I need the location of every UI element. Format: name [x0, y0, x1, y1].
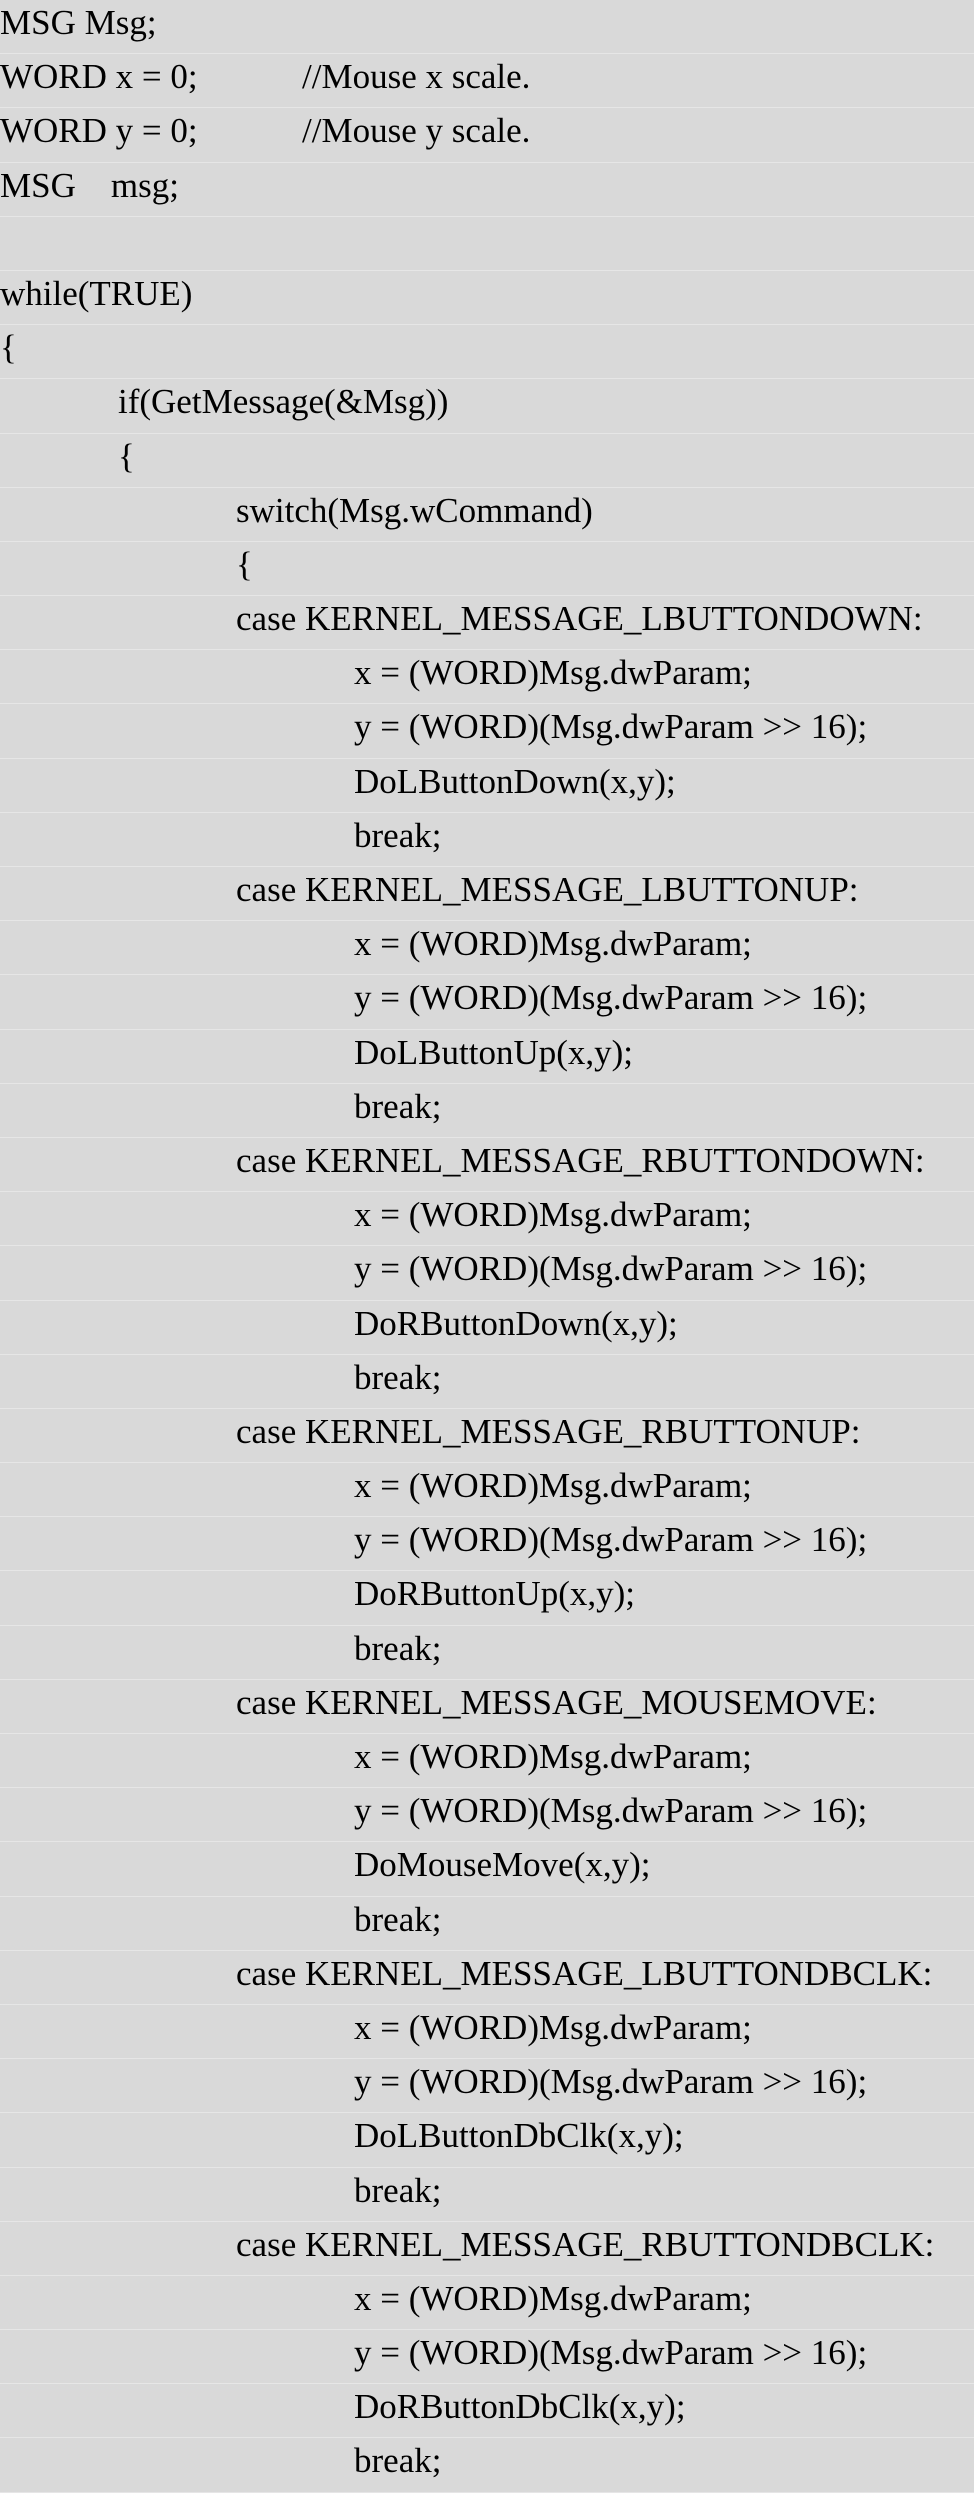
code-line	[0, 1138, 974, 1192]
code-text: while(TRUE)	[0, 273, 193, 313]
code-line	[0, 2168, 974, 2222]
code-text: y = (WORD)(Msg.dwParam >> 16);	[354, 2062, 868, 2102]
code-line	[0, 2113, 974, 2167]
code-text: x = (WORD)Msg.dwParam;	[354, 1737, 752, 1776]
code-text: DoMouseMove(x,y);	[354, 1845, 651, 1885]
code-line	[0, 271, 974, 325]
code-line	[0, 1734, 974, 1788]
code-line	[0, 1192, 974, 1246]
code-text: case KERNEL_MESSAGE_RBUTTONUP:	[236, 1411, 861, 1451]
code-text: break;	[354, 1086, 442, 1126]
code-text: y = (WORD)(Msg.dwParam >> 16);	[354, 1520, 868, 1560]
code-comment: //Mouse x scale.	[302, 57, 531, 97]
code-line	[0, 975, 974, 1029]
code-line	[0, 867, 974, 921]
code-line	[0, 1517, 974, 1571]
code-comment: //Mouse y scale.	[302, 111, 531, 151]
code-line	[0, 1897, 974, 1951]
code-line	[0, 2276, 974, 2330]
code-line	[0, 217, 974, 271]
code-line	[0, 921, 974, 975]
code-text: y = (WORD)(Msg.dwParam >> 16);	[354, 2333, 868, 2373]
code-text: case KERNEL_MESSAGE_MOUSEMOVE:	[236, 1682, 877, 1722]
code-text: MSG msg;	[0, 165, 179, 205]
code-text: x = (WORD)Msg.dwParam;	[354, 1466, 752, 1506]
code-line	[0, 1355, 974, 1409]
code-line	[0, 1788, 974, 1842]
code-text: break;	[354, 1899, 442, 1939]
code-line	[0, 2222, 974, 2276]
code-line	[0, 54, 974, 108]
code-text: case KERNEL_MESSAGE_LBUTTONDOWN:	[236, 599, 923, 639]
code-text: break;	[354, 2441, 442, 2481]
code-line	[0, 379, 974, 433]
code-text: x = (WORD)Msg.dwParam;	[354, 924, 752, 964]
code-line	[0, 2005, 974, 2059]
code-line	[0, 596, 974, 650]
code-line	[0, 2438, 974, 2492]
code-text: y = (WORD)(Msg.dwParam >> 16);	[354, 1249, 868, 1289]
code-text: WORD x = 0;	[0, 57, 198, 97]
code-text: x = (WORD)Msg.dwParam;	[354, 1195, 752, 1235]
code-line	[0, 1030, 974, 1084]
code-text: if(GetMessage(&Msg))	[118, 382, 449, 422]
code-line	[0, 704, 974, 758]
code-line	[0, 1626, 974, 1680]
code-line	[0, 1951, 974, 2005]
code-line	[0, 488, 974, 542]
code-line	[0, 163, 974, 217]
code-line	[0, 1842, 974, 1896]
code-text: {	[0, 328, 17, 368]
code-line	[0, 0, 974, 54]
code-line	[0, 325, 974, 379]
code-line	[0, 2059, 974, 2113]
code-text: y = (WORD)(Msg.dwParam >> 16);	[354, 1791, 868, 1831]
code-text: case KERNEL_MESSAGE_LBUTTONDBCLK:	[236, 1953, 933, 1993]
code-line	[0, 1463, 974, 1517]
code-line	[0, 1680, 974, 1734]
code-text: MSG Msg;	[0, 3, 157, 42]
code-text: DoRButtonDown(x,y);	[354, 1303, 678, 1343]
code-line	[0, 813, 974, 867]
code-line	[0, 1301, 974, 1355]
code-line	[0, 1246, 974, 1300]
code-line	[0, 2384, 974, 2438]
code-text: {	[236, 544, 253, 584]
code-line	[0, 1084, 974, 1138]
code-text: DoRButtonDbClk(x,y);	[354, 2387, 686, 2427]
code-line	[0, 1571, 974, 1625]
code-text: DoLButtonUp(x,y);	[354, 1032, 634, 1072]
code-text: DoLButtonDown(x,y);	[354, 761, 676, 801]
code-text: case KERNEL_MESSAGE_RBUTTONDBCLK:	[236, 2224, 935, 2264]
code-text: break;	[354, 1357, 442, 1397]
code-text: break;	[354, 815, 442, 855]
code-text: x = (WORD)Msg.dwParam;	[354, 2007, 752, 2047]
code-line	[0, 1409, 974, 1463]
code-text: {	[118, 436, 135, 476]
code-text: x = (WORD)Msg.dwParam;	[354, 2278, 752, 2318]
code-text: x = (WORD)Msg.dwParam;	[354, 653, 752, 693]
code-line	[0, 434, 974, 488]
code-line	[0, 2330, 974, 2384]
code-line	[0, 759, 974, 813]
code-text: switch(Msg.wCommand)	[236, 490, 593, 530]
code-text: case KERNEL_MESSAGE_RBUTTONDOWN:	[236, 1140, 925, 1180]
code-text: DoLButtonDbClk(x,y);	[354, 2116, 684, 2156]
code-line	[0, 108, 974, 162]
code-text: WORD y = 0;	[0, 111, 198, 151]
code-line	[0, 542, 974, 596]
code-text: break;	[354, 1628, 442, 1668]
code-text: y = (WORD)(Msg.dwParam >> 16);	[354, 978, 868, 1018]
code-text: DoRButtonUp(x,y);	[354, 1574, 635, 1614]
code-text: break;	[354, 2170, 442, 2210]
code-text: y = (WORD)(Msg.dwParam >> 16);	[354, 707, 868, 747]
code-line	[0, 650, 974, 704]
code-text: case KERNEL_MESSAGE_LBUTTONUP:	[236, 870, 859, 909]
